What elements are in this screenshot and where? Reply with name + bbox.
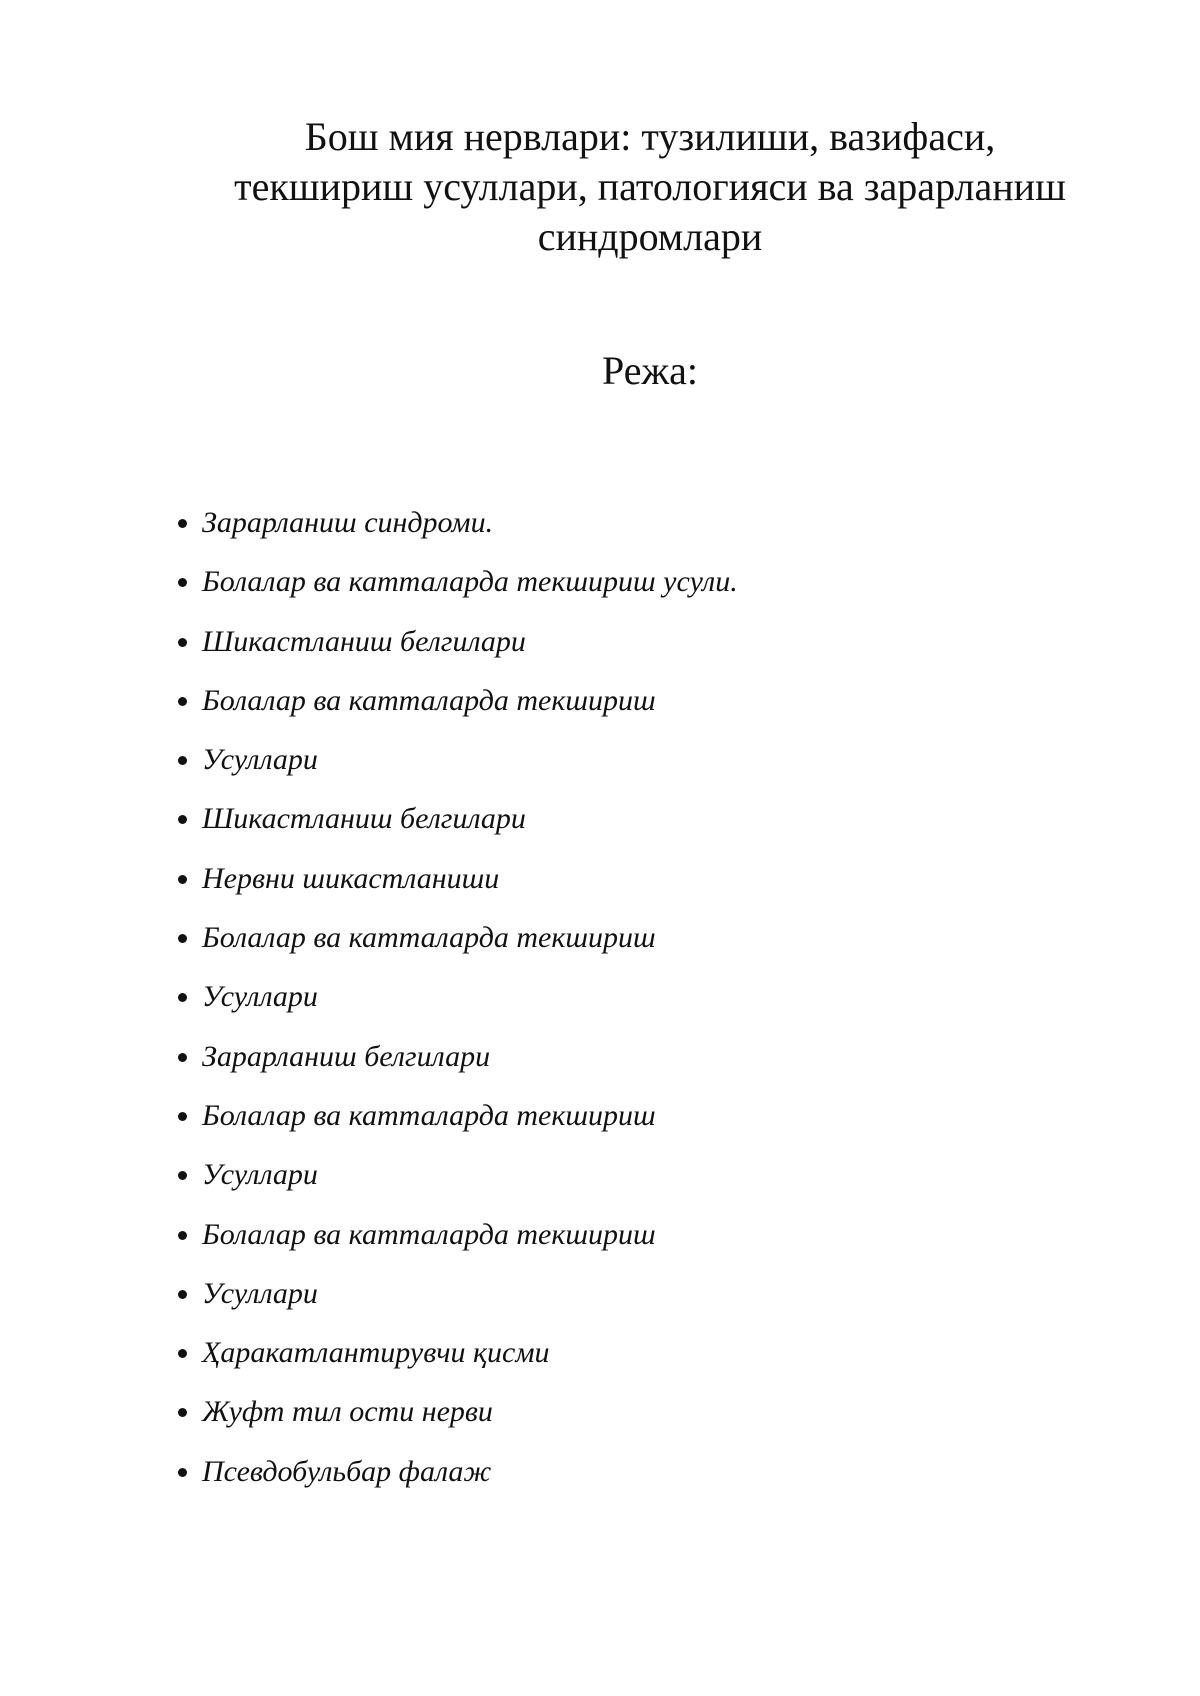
title-line: текшириш усуллари, патологияси ва зарарланиш: [234, 164, 1066, 209]
list-item: [178, 564, 738, 623]
list-item-text: Болалар ва катталарда текшириш: [202, 921, 656, 955]
list-item-text: Шикастланиш белгилари: [202, 624, 526, 658]
bullet-icon: [178, 1408, 187, 1417]
list-item-text: Нервни шикастланиши: [202, 861, 500, 895]
list-item: [178, 861, 738, 920]
list-item: [178, 1276, 738, 1335]
bullet-icon: [178, 934, 187, 943]
list-item-text: Усуллари: [202, 980, 318, 1014]
bullet-icon: [178, 578, 187, 587]
bullet-icon: [178, 815, 187, 824]
list-item: [178, 1098, 738, 1157]
bullet-icon: [178, 756, 187, 765]
list-item: [178, 1394, 738, 1453]
list-item-text: Болалар ва катталарда текшириш: [202, 1217, 656, 1251]
document-title: [120, 112, 1180, 262]
list-item: [178, 1217, 738, 1276]
list-item-text: Болалар ва катталарда текшириш: [202, 1098, 656, 1132]
bullet-icon: [178, 638, 187, 647]
list-item-text: Усуллари: [202, 1158, 318, 1192]
list-item-text: Усуллари: [202, 1276, 318, 1310]
plan-heading: Режа:: [602, 348, 698, 393]
bullet-icon: [178, 993, 187, 1002]
list-item: [178, 742, 738, 801]
bullet-icon: [178, 697, 187, 706]
list-item-text: Усуллари: [202, 743, 318, 777]
list-item-text: Болалар ва катталарда текшириш: [202, 683, 656, 717]
bullet-icon: [178, 1290, 187, 1299]
list-item: [178, 920, 738, 979]
bullet-icon: [178, 1171, 187, 1180]
list-item: [178, 1454, 738, 1513]
list-item: [178, 683, 738, 742]
list-item: [178, 624, 738, 683]
list-item-text: Болалар ва катталарда текшириш усули.: [202, 565, 738, 599]
title-line: синдромлари: [537, 214, 763, 259]
list-item: [178, 801, 738, 860]
list-item-text: Зарарланиш белгилари: [202, 1039, 491, 1073]
list-item: [178, 979, 738, 1038]
list-item: [178, 1335, 738, 1394]
bullet-icon: [178, 1231, 187, 1240]
bullet-icon: [178, 875, 187, 884]
list-item: [178, 1157, 738, 1216]
bullet-icon: [178, 519, 187, 528]
plan-list: [178, 505, 738, 1513]
bullet-icon: [178, 1112, 187, 1121]
list-item-text: Жуфт тил ости нерви: [202, 1395, 493, 1429]
bullet-icon: [178, 1349, 187, 1358]
bullet-icon: [178, 1468, 187, 1477]
list-item-text: Шикастланиш белгилари: [202, 802, 526, 836]
list-item-text: Зарарланиш синдроми.: [202, 506, 494, 539]
list-item: [178, 1039, 738, 1098]
bullet-icon: [178, 1053, 187, 1062]
list-item-text: Ҳаракатлантирувчи қисми: [202, 1336, 550, 1370]
list-item: [178, 505, 738, 564]
list-item-text: Псевдобульбар фалаж: [202, 1454, 492, 1488]
title-line: Бош мия нервлари: тузилиши, вазифаси,: [304, 114, 996, 159]
